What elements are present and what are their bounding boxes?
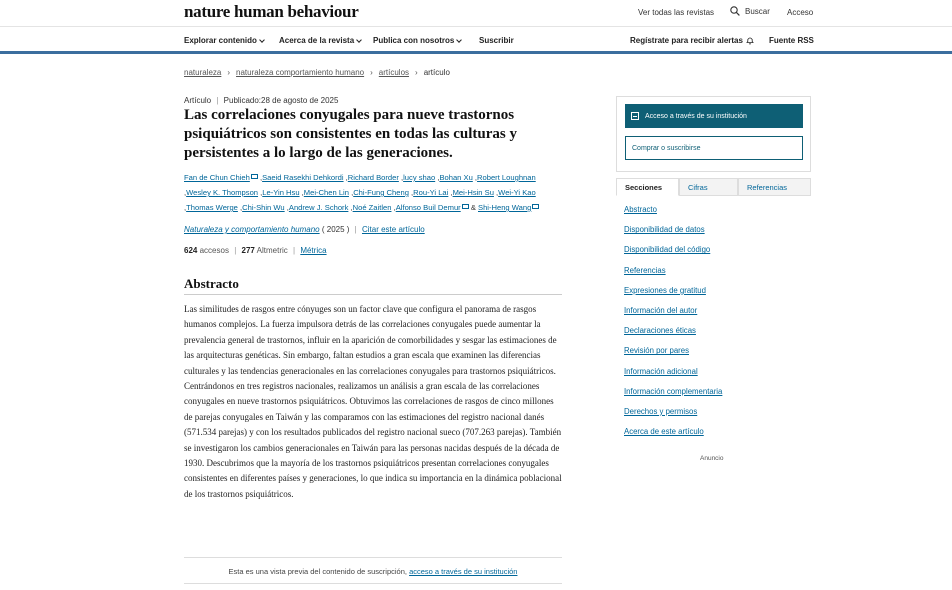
author-link[interactable]: Shi-Heng Wang [478,203,532,212]
section-link[interactable]: Expresiones de gratitud [624,285,706,295]
section-link[interactable]: Disponibilidad de datos [624,225,705,235]
nav-publish-label: Publica con nosotros [373,36,455,45]
chevron-right-icon: › [370,68,373,77]
altmetric-count: 277 [241,246,255,255]
section-link[interactable]: Disponibilidad del código [624,245,711,255]
advertisement-label: Anuncio [700,455,724,462]
nav-alerts[interactable] [630,36,754,45]
author-link[interactable]: Le-Yin Hsu [262,188,300,197]
institution-access-link[interactable]: acceso a través de su institución [409,567,518,576]
section-link[interactable]: Derechos y permisos [624,406,698,416]
nav-subscribe[interactable]: Suscribir [479,36,514,45]
section-link[interactable]: Información adicional [624,366,698,376]
chevron-down-icon [356,37,362,43]
author-link[interactable]: Andrew J. Schork [288,203,349,212]
author-link[interactable]: lucy shao [403,173,436,182]
breadcrumb-item[interactable]: naturaleza comportamiento humano [236,68,365,77]
section-link[interactable]: Acerca de este artículo [624,427,704,437]
metrics-link[interactable]: Métrica [300,246,327,255]
abstract-text: Las similitudes de rasgos entre cónyuges son un factor clave que configura el panorama de rasgos humanos complejos. La fuerza impulsora detrás de las correlaciones conyugales puede aumentar la prevalencia general de trastornos, influir en la aparición de comorbilidades y sesgar las estimaciones de las arquitecturas genéticas. Sin embargo, faltan estudios a gran escala que examinen las diferencias culturales y las tendencias generacionales en las correlaciones conyugales para trastornos psiquiátricos. Centrándonos en tres registros nacionales, realizamos un análisis a gran escala de las correlaciones conyugales en nueve trastornos psiquiátricos. Obtuvimos las correlaciones de rasgos de cinco millones de parejas conyugales en Taiwán y las comparamos con las estimaciones del registro nacional danés (571.534 parejas) y con los resultados publicados del registro nacional sueco (707.263 parejas). También se investigaron los cambios generacionales en Taiwán para las personas nacidas después de la década de 1930. Descubrimos que la mayoría de los trastornos psiquiátricos presentan correlaciones conyugales consistentes en diferentes países y generaciones, lo que indica su importancia en la dinámica poblacional de los trastornos psiquiátricos. [184,304,562,499]
preview-text: Esta es una vista previa del contenido de suscripción, [228,567,407,576]
tab-figures[interactable]: Cifras [679,178,738,196]
cite-article-link[interactable]: Citar este artículo [361,225,425,234]
author-list: Fan de Chun Chieh ,Saeid Rasekhi Dehkordi ,Richard Border ,lucy shao ,Bohan Xu ,Robert Loughnan ,Wesley K. Thompson ,Le-Yin Hsu ,Mei-Chen Lin ,Chi-Fung Cheng ,Rou-Yi Lai ,Mei-Hsin Su ,Wei-Yi Kao ,Thomas Werge ,Chi-Shin Wu ,Andrew J. Schork ,Noé Zaitlen ,Alfonso Buil Demur & Shi-Heng Wang [184,170,564,215]
tab-references[interactable]: Referencias [738,178,811,196]
sidebar-tabs [616,178,811,196]
main-nav [0,27,952,54]
nav-about-label: Acerca de la revista [279,36,355,45]
institution-icon [631,112,639,120]
article-meta: Artículo | Publicado:28 de agosto de 2025 [184,96,339,105]
buy-subscribe-button[interactable]: Comprar o suscribirse [625,136,803,160]
section-link[interactable]: Referencias [624,265,666,275]
chevron-down-icon [259,37,265,43]
nav-about-journal[interactable] [279,36,361,45]
section-link[interactable]: Declaraciones éticas [624,326,696,336]
author-link[interactable]: Saeid Rasekhi Dehkordi [262,173,344,182]
author-link[interactable]: Alfonso Buil Demur [395,203,461,212]
tab-sections[interactable]: Secciones [616,178,679,196]
breadcrumb-item[interactable]: naturaleza [184,68,222,77]
author-link[interactable]: Noé Zaitlen [352,203,392,212]
author-link[interactable]: Wesley K. Thompson [186,188,259,197]
altmetric-label: Altmetric [256,246,288,255]
nav-explore-label: Explorar contenido [184,36,257,45]
author-link[interactable]: Mei-Chen Lin [303,188,349,197]
nav-alerts-label: Regístrate para recibir alertas [630,36,743,45]
login-link[interactable]: Acceso [787,8,814,17]
nav-rss[interactable]: Fuente RSS [769,36,814,45]
journal-logo[interactable]: nature human behaviour [184,2,359,21]
breadcrumb-current: artículo [423,68,450,77]
author-link[interactable]: Rou-Yi Lai [413,188,449,197]
article-title: Las correlaciones conyugales para nueve trastornos psiquiátricos son consistentes en todas las culturas y persistentes a lo largo de las generaciones. [184,107,517,161]
nav-explore-content[interactable] [184,36,264,45]
author-link[interactable]: Chi-Fung Cheng [353,188,409,197]
article-metrics: 624 accesos | 277 Altmetric | Métrica [184,246,327,255]
institution-access-button[interactable] [625,104,803,128]
search-button[interactable] [730,6,770,16]
author-link[interactable]: Mei-Hsin Su [452,188,494,197]
institution-access-label: Acceso a través de su institución [645,112,747,120]
chevron-right-icon: › [227,68,231,77]
author-link[interactable]: Robert Loughnan [477,173,536,182]
section-link[interactable]: Revisión por pares [624,346,690,356]
author-link[interactable]: Thomas Werge [186,203,238,212]
search-label: Buscar [745,6,770,16]
chevron-right-icon: › [415,68,418,77]
subscription-preview-notice [184,557,562,584]
nav-publish[interactable] [373,36,461,45]
bell-icon [746,36,754,45]
author-link[interactable]: Fan de Chun Chieh [184,173,250,182]
search-icon [730,6,740,16]
divider [184,294,562,295]
journal-citation: Naturaleza y comportamiento humano ( 2025 ) | Citar este artículo [184,225,425,234]
author-link[interactable]: Bohan Xu [439,173,473,182]
article-type: Artículo [184,96,212,105]
section-link[interactable]: Información del autor [624,305,698,315]
view-all-journals-link[interactable]: Ver todas las revistas [638,8,715,17]
email-icon[interactable] [251,174,258,179]
author-link[interactable]: Richard Border [347,173,399,182]
chevron-down-icon [457,37,463,43]
section-link[interactable]: Abstracto [624,205,657,214]
accesses-count: 624 [184,246,198,255]
section-list [624,205,722,447]
publication-year: ( 2025 ) [321,225,350,234]
author-link[interactable]: Wei-Yi Kao [498,188,536,197]
author-link[interactable]: Chi-Shin Wu [242,203,285,212]
email-icon[interactable] [462,204,469,209]
breadcrumb [184,68,450,77]
section-link[interactable]: Información complementaria [624,386,723,396]
email-icon[interactable] [532,204,539,209]
publication-date: Publicado:28 de agosto de 2025 [223,96,339,105]
abstract-heading: Abstracto [184,276,239,291]
top-bar [0,0,952,27]
accesses-label: accesos [199,246,229,255]
journal-name[interactable]: Naturaleza y comportamiento humano [184,225,320,234]
breadcrumb-item[interactable]: artículos [378,68,410,77]
